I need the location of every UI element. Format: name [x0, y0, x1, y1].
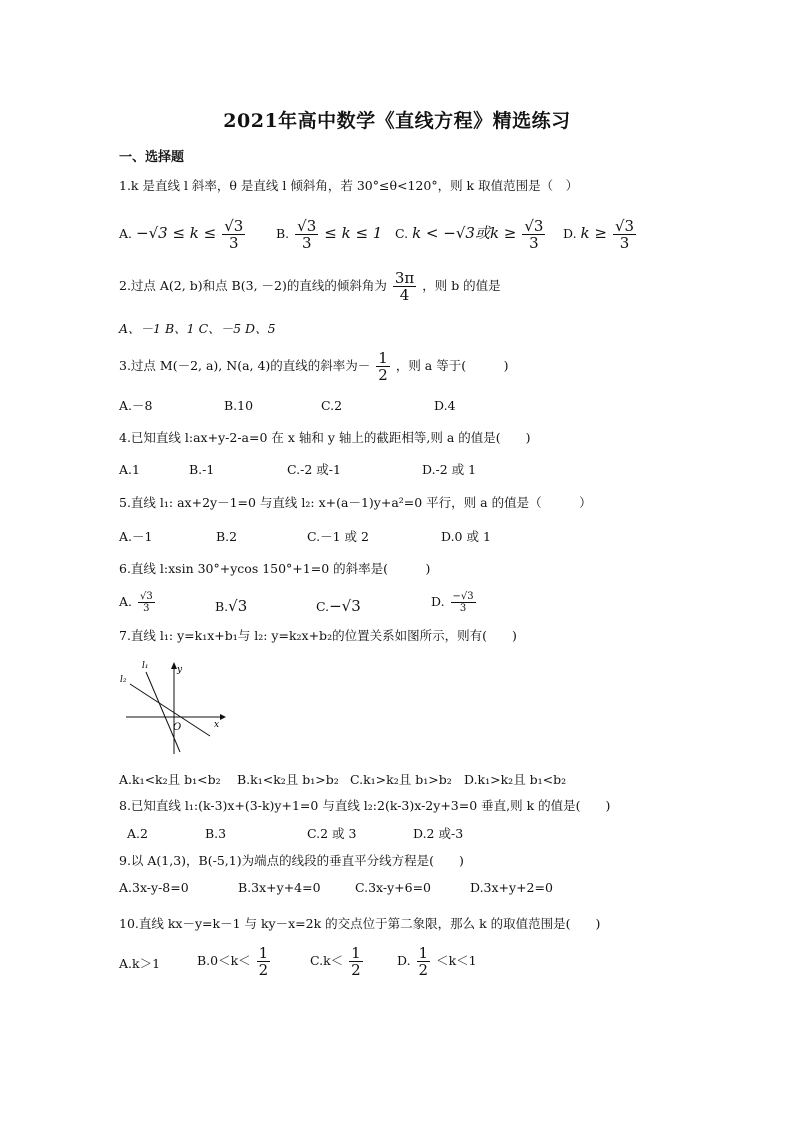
q4-option-d: D.-2 或 1: [422, 462, 477, 477]
question-9-stem: 9.以 A(1,3)，B(-5,1)为端点的线段的垂直平分线方程是( ): [119, 853, 464, 868]
q10-b-frac: [257, 945, 271, 978]
q6-a-den: 3: [143, 603, 150, 614]
q10-b-den: 2: [258, 961, 269, 979]
q6-d-label: D.: [431, 594, 445, 609]
q10-option-b: [197, 945, 272, 978]
q3-option-d: D.4: [434, 398, 456, 413]
q6-option-d: [431, 591, 478, 614]
q4-option-b: B.-1: [189, 462, 215, 477]
question-1-stem: 1.k 是直线 l 斜率，θ 是直线 l 倾斜角，若 30°≤θ<120°，则 k 取值范围是（ ）: [119, 178, 579, 193]
q1-d-frac: [613, 218, 636, 251]
q2-frac-den: 4: [399, 286, 410, 304]
q6-c-value: −√3: [329, 597, 361, 615]
q4-option-a: A.1: [119, 462, 140, 477]
q10-option-a: A.k＞1: [119, 956, 161, 971]
q1-a-label: A.: [119, 226, 133, 241]
q1-c-expr: k < −√3或k ≥: [412, 224, 517, 242]
q6-c-label: C.: [316, 599, 330, 614]
question-7-stem: 7.直线 l₁: y=k₁x+b₁与 l₂: y=k₂x+b₂的位置关系如图所示，则有( ): [119, 628, 517, 643]
q3-frac-den: 2: [378, 366, 388, 384]
q6-d-num: −√3: [452, 591, 474, 602]
q1-d-label: D.: [563, 226, 577, 241]
q6-option-b: [215, 598, 247, 615]
q8-option-a: A.2: [127, 826, 148, 841]
question-10-stem: 10.直线 kx－y=k－1 与 ky－x=2k 的交点位于第二象限，那么 k 的取值范围是( ): [119, 916, 601, 931]
x-axis-arrow: [220, 714, 226, 720]
q3-stem-pre: 3.过点 M(－2, a), N(a, 4)的直线的斜率为－: [119, 358, 371, 373]
q2-stem-pre: 2.过点 A(2, b)和点 B(3, －2)的直线的倾斜角为: [119, 278, 387, 293]
q5-option-d: D.0 或 1: [441, 529, 491, 544]
q7-figure: [116, 656, 226, 756]
q6-a-label: A.: [119, 594, 133, 609]
question-6-stem: 6.直线 l:xsin 30°+ycos 150°+1=0 的斜率是( ): [119, 561, 431, 576]
q2-stem-post: ，则 b 的值是: [422, 278, 501, 293]
q2-frac: [393, 270, 416, 303]
question-4-stem: 4.已知直线 l:ax+y-2-a=0 在 x 轴和 y 轴上的截距相等,则 a 的值是( ): [119, 430, 531, 445]
q10-option-d: [397, 945, 477, 978]
q10-c-pre: C.k＜: [310, 953, 344, 968]
q10-b-num: 1: [258, 944, 269, 962]
q1-option-b: [276, 218, 382, 251]
q5-option-b: B.2: [216, 529, 238, 544]
q1-c-num: √3: [524, 217, 544, 235]
q1-a-frac: [222, 218, 245, 251]
q1-b-frac: [295, 218, 318, 251]
q3-option-c: C.2: [321, 398, 343, 413]
q8-option-d: D.2 或-3: [413, 826, 464, 841]
q7-option-c: C.k₁>k₂且 b₁>b₂: [350, 772, 452, 787]
q7-option-b: B.k₁<k₂且 b₁>b₂: [237, 772, 339, 787]
q1-c-den: 3: [529, 234, 539, 252]
q3-option-b: B.10: [224, 398, 254, 413]
q1-b-den: 3: [301, 234, 312, 252]
q1-c-label: C.: [395, 226, 409, 241]
q6-d-den: 3: [459, 603, 467, 614]
q1-option-c: [395, 218, 547, 251]
q6-a-num: √3: [140, 591, 153, 602]
q8-option-b: B.3: [205, 826, 227, 841]
line-l1: [146, 672, 180, 752]
label-x: x: [214, 720, 220, 730]
q1-a-den: 3: [228, 234, 239, 252]
q10-c-num: 1: [351, 944, 361, 962]
q9-option-c: C.3x-y+6=0: [355, 880, 432, 895]
page-title: 2021年高中数学《直线方程》精选练习: [223, 110, 571, 132]
q1-d-expr: k ≥: [580, 224, 607, 242]
q10-d-den: 2: [418, 961, 429, 979]
q6-option-a: [119, 591, 157, 614]
q2-frac-num: 3π: [394, 269, 415, 287]
q3-stem-post: ，则 a 等于( ): [395, 358, 509, 373]
q6-d-frac: [451, 591, 476, 614]
q1-b-label: B.: [276, 226, 290, 241]
q1-option-a: [119, 218, 247, 251]
q9-option-a: A.3x-y-8=0: [119, 880, 189, 895]
q10-d-num: 1: [418, 944, 429, 962]
q4-option-c: C.-2 或-1: [287, 462, 341, 477]
q1-b-expr: ≤ k ≤ 1: [324, 224, 383, 242]
q10-b-pre: B.0＜k＜: [197, 953, 251, 968]
q6-a-frac: [138, 591, 155, 614]
q7-option-a: A.k₁<k₂且 b₁<b₂: [119, 772, 221, 787]
q2-options: A、－1 B、1 C、－5 D、5: [119, 321, 276, 336]
q10-c-frac: [349, 945, 363, 978]
q10-c-den: 2: [351, 961, 361, 979]
q1-b-num: √3: [297, 217, 317, 235]
q10-d-post: ＜k＜1: [436, 953, 477, 968]
q1-a-num: √3: [224, 217, 244, 235]
q3-frac-num: 1: [378, 349, 388, 367]
label-l1: l₁: [142, 661, 149, 671]
q7-option-d: D.k₁>k₂且 b₁<b₂: [464, 772, 567, 787]
q8-option-c: C.2 或 3: [307, 826, 357, 841]
q6-b-label: B.: [215, 599, 229, 614]
q1-a-expr: −√3 ≤ k ≤: [136, 224, 217, 242]
question-2-stem: [119, 270, 501, 303]
q10-option-c: [310, 945, 365, 978]
q5-option-a: A.－1: [119, 529, 153, 544]
q1-d-den: 3: [619, 234, 630, 252]
q5-option-c: C.－1 或 2: [307, 529, 369, 544]
q6-b-value: √3: [228, 597, 248, 615]
question-8-stem: 8.已知直线 l₁:(k-3)x+(3-k)y+1=0 与直线 l₂:2(k-3)x-2y+3=0 垂直,则 k 的值是( ): [119, 798, 611, 813]
question-3-stem: [119, 350, 508, 383]
q3-option-a: A.－8: [119, 398, 153, 413]
q3-frac: [376, 350, 390, 383]
label-y: y: [177, 665, 183, 675]
q1-c-frac: [522, 218, 545, 251]
q6-option-c: [316, 598, 361, 615]
q10-d-pre: D.: [397, 953, 411, 968]
q9-option-d: D.3x+y+2=0: [470, 880, 553, 895]
q10-d-frac: [417, 945, 431, 978]
section-heading: 一、选择题: [119, 150, 185, 165]
q9-option-b: B.3x+y+4=0: [238, 880, 321, 895]
q1-d-num: √3: [614, 217, 635, 235]
question-5-stem: 5.直线 l₁: ax+2y－1=0 与直线 l₂: x+(a－1)y+a²=0 平行，则 a 的值是（ ）: [119, 495, 592, 510]
label-origin: O: [173, 722, 182, 733]
label-l2: l₂: [120, 675, 127, 685]
q1-option-d: [563, 218, 638, 251]
